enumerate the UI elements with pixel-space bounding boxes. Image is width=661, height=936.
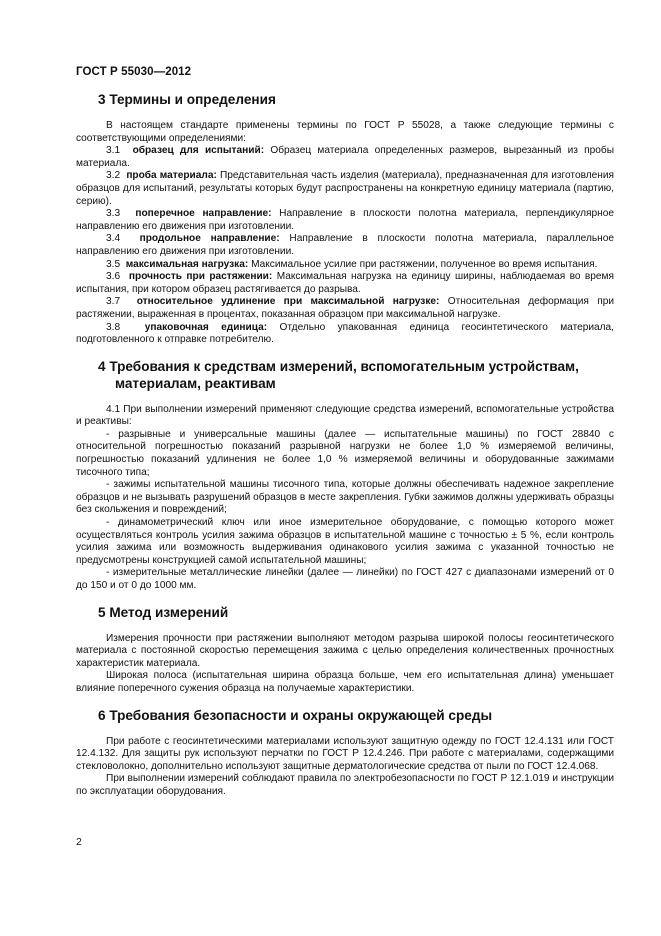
term-definition: Образец материала определенных размеров, вырезанный из пробы материала. bbox=[76, 145, 614, 169]
section-3-title: 3 Термины и определения bbox=[98, 92, 276, 107]
paragraph: При выполнении измерений соблюдают правила по электробезопасности по ГОСТ Р 12.1.019 и инструкции по эксплуатации оборудования. bbox=[76, 773, 614, 797]
term-3-6 bbox=[76, 271, 614, 296]
page-number: 2 bbox=[76, 836, 82, 848]
term-name: прочность при растяжении: bbox=[128, 271, 273, 283]
section-4-requirements bbox=[76, 358, 614, 593]
term-definition: Отдельно упакованная единица геосинтетического материала, подготовленного к отправке потребителю. bbox=[76, 321, 614, 346]
page-body bbox=[76, 91, 614, 810]
list-item: - зажимы испытательной машины тисочного типа, которые должны обеспечивать надежное закрепление образцов и не вызывать разрушений образцов в месте закрепления. Губки зажимов должны удерживать образцы без скольжения и повреждений; bbox=[76, 479, 614, 516]
list-item: - разрывные и универсальные машины (далее — испытательные машины) по ГОСТ 28840 с относительной погрешностью показаний разрывной нагрузки не более 1,0 % измеряемой величины, погрешностью показаний удлинения не более 1,0 % измеряемой величины и оборудованные зажимами тисочного типа; bbox=[76, 428, 614, 478]
term-name: проба материала: bbox=[126, 170, 217, 182]
section-3-terms bbox=[76, 91, 614, 347]
term-name: упаковочная единица: bbox=[144, 321, 268, 333]
term-3-1 bbox=[76, 145, 614, 170]
section-4-title: 4 Требования к средствам измерений, вспомогательным устройствам, материалам, реактивам bbox=[98, 358, 579, 391]
term-name: продольное направление: bbox=[139, 233, 280, 245]
running-header: ГОСТ Р 55030—2012 bbox=[76, 66, 192, 78]
section-5-method bbox=[76, 604, 614, 696]
term-number: 3.5 bbox=[106, 258, 121, 270]
term-3-7 bbox=[76, 296, 614, 321]
paragraph: Широкая полоса (испытательная ширина образца больше, чем его испытательная длина) уменьшает влияние поперечного сужения образца на получаемые характеристики. bbox=[76, 670, 614, 694]
term-3-8 bbox=[76, 322, 614, 347]
section-6-safety bbox=[76, 707, 614, 799]
term-definition: Максимальная нагрузка на единицу ширины, наблюдаемая во время испытания, при котором образец растягивается до разрыва. bbox=[76, 271, 614, 295]
term-number: 3.2 bbox=[106, 170, 121, 182]
paragraph: Измерения прочности при растяжении выполняют методом разрыва широкой полосы геосинтетического материала с постоянной скоростью перемещения зажима с целью определения количественных прочностных характеристик материала. bbox=[76, 632, 614, 669]
term-number: 3.6 bbox=[106, 271, 121, 283]
term-definition: Максимальное усилие при растяжении, полученное во время испытания. bbox=[251, 258, 598, 270]
term-number: 3.3 bbox=[106, 208, 121, 220]
list-item: - динамометрический ключ или иное измерительное оборудование, с помощью которого может осуществляться контроль усилия зажима образцов в испытательной машине с точностью ± 5 %, если контроль усилия зажима или возможность выдерживания одинакового усилия зажима с указанной точностью не предусмотрены конструкцией самой испытательной машины; bbox=[76, 517, 614, 566]
section-3-intro: В настоящем стандарте применены термины по ГОСТ Р 55028, а также следующие термины с соответствующими определениями: bbox=[76, 120, 614, 144]
term-name: относительное удлинение при максимальной нагрузке: bbox=[136, 296, 440, 308]
term-number: 3.8 bbox=[106, 321, 121, 333]
term-3-5 bbox=[76, 259, 614, 272]
term-3-4 bbox=[76, 233, 614, 258]
term-definition: Направление в плоскости полотна материала, перпендикулярное направлению его движения при изготовлении. bbox=[76, 208, 614, 232]
term-definition: Относительная деформация при растяжении, выраженная в процентах, показанная образцом при максимальной нагрузке. bbox=[76, 296, 614, 320]
term-name: максимальная нагрузка: bbox=[125, 258, 249, 270]
term-number: 3.4 bbox=[106, 233, 121, 245]
paragraph: 4.1 При выполнении измерений применяют следующие средства измерений, вспомогательные устройства и реактивы: bbox=[76, 403, 614, 428]
paragraph: При работе с геосинтетическими материалами используют защитную одежду по ГОСТ 12.4.131 или ГОСТ 12.4.132. Для защиты рук используют перчатки по ГОСТ Р 12.4.246. При работе с материалами, содержащими стекловолокно, дополнительно используют защитные дерматологические средства от пыли по ГОСТ 12.4.068. bbox=[76, 735, 614, 772]
term-number: 3.1 bbox=[106, 145, 121, 157]
term-definition: Направление в плоскости полотна материала, параллельное направлению его движения при изготовлении. bbox=[76, 233, 614, 257]
term-number: 3.7 bbox=[106, 296, 121, 308]
list-item: - измерительные металлические линейки (далее — линейки) по ГОСТ 427 с диапазонами измерений от 0 до 150 и от 0 до 1000 мм. bbox=[76, 567, 614, 591]
term-3-3 bbox=[76, 208, 614, 233]
term-definition: Представительная часть изделия (материала), предназначенная для изготовления образцов для испытаний, результаты которых будут распространены на конкретную единицу материала (партию, серию). bbox=[76, 170, 614, 207]
term-name: образец для испытаний: bbox=[132, 145, 265, 157]
term-name: поперечное направление: bbox=[135, 208, 272, 220]
section-6-title: 6 Требования безопасности и охраны окружающей среды bbox=[98, 707, 493, 723]
term-3-2 bbox=[76, 170, 614, 208]
section-5-title: 5 Метод измерений bbox=[98, 604, 229, 620]
